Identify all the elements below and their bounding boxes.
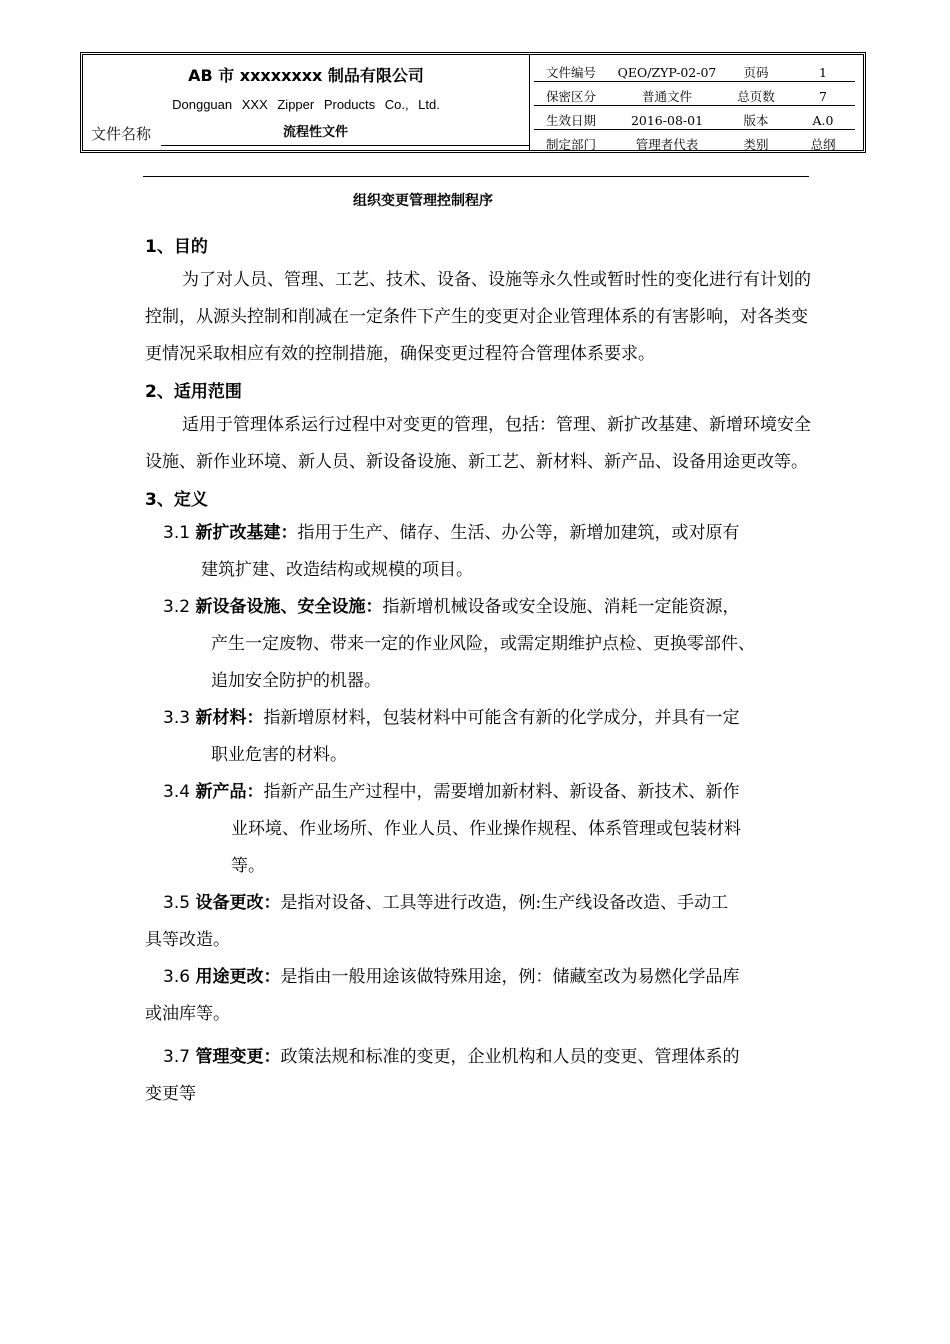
definition-text: 指用于生产、储存、生活、办公等，新增加建筑，或对原有 [297,523,740,543]
definition-number: 3.1 [163,523,191,543]
section-heading-purpose: 1、目的 [145,237,208,257]
definition-term: 用途更改： [195,967,281,987]
definition-item [145,1039,815,1113]
definition-term: 设备更改： [195,893,281,913]
meta-table [530,60,863,156]
meta-value: 总纲 [810,137,836,152]
document-body [145,232,815,1113]
definition-number: 3.5 [163,893,191,913]
meta-row [530,132,863,156]
definition-term: 新材料： [195,708,264,728]
document-title: 组织变更管理控制程序 [353,193,493,209]
meta-label: 制定部门 [545,137,596,152]
definition-item [145,959,815,1033]
definition-text: 变更等 [145,1084,196,1104]
definition-term: 新设备设施、安全设施： [195,597,383,617]
definition-text: 政策法规和标准的变更，企业机构和人员的变更、管理体系的 [280,1047,740,1067]
meta-label: 文件编号 [545,65,596,80]
definition-text: 产生一定废物、带来一定的作业风险，或需定期维护点检、更换零部件、 [211,634,755,654]
meta-row [530,60,863,84]
definition-text: 指新增机械设备或安全设施、消耗一定能资源， [382,597,740,617]
definition-term: 新扩改基建： [195,523,298,543]
definition-number: 3.2 [163,597,191,617]
definition-item [145,700,815,774]
meta-value: A.0 [812,112,834,128]
meta-value: 管理者代表 [635,137,699,152]
definition-number: 3.7 [163,1047,191,1067]
definition-term: 管理变更： [195,1047,281,1067]
file-name-label: 文件名称 [91,125,152,143]
meta-label: 版本 [743,113,769,128]
meta-label: 总页数 [737,89,775,104]
section-heading-definitions: 3、定义 [145,490,208,510]
definition-item [145,885,815,959]
meta-value: 普通文件 [641,89,692,104]
definition-text: 业环境、作业场所、作业人员、作业操作规程、体系管理或包装材料 [231,819,741,839]
definition-text: 是指对设备、工具等进行改造，例:生产线设备改造、手动工 [280,893,729,913]
definition-text: 追加安全防护的机器。 [211,671,381,691]
section-text-scope: 适用于管理体系运行过程中对变更的管理，包括：管理、新扩改基建、新增环境安全设施、新作业环境、新人员、新设备设施、新工艺、新材料、新产品、设备用途更改等。 [145,415,811,472]
section-text-purpose: 为了对人员、管理、工艺、技术、设备、设施等永久性或暂时性的变化进行有计划的控制，从源头控制和削减在一定条件下产生的变更对企业管理体系的有害影响，对各类变更情况采取相应有效的控制措施，确保变更过程符合管理体系要求。 [145,270,811,364]
title-rule [143,176,809,177]
meta-value: 1 [819,64,827,80]
company-name-en: Dongguan XXX Zipper Products Co., Ltd. [172,97,440,112]
definition-text: 指新产品生产过程中，需要增加新材料、新设备、新技术、新作 [263,782,740,802]
definition-text: 职业危害的材料。 [211,745,347,765]
doc-type: 流程性文件 [283,125,349,140]
document-header [80,52,866,153]
definition-text: 指新增原材料，包装材料中可能含有新的化学成分，并具有一定 [263,708,740,728]
definition-item [145,774,815,885]
meta-label: 类别 [743,137,769,152]
definition-number: 3.4 [163,782,191,802]
company-name-cn: AB 市 xxxxxxxx 制品有限公司 [188,66,424,85]
meta-label: 页码 [743,65,769,80]
meta-label: 保密区分 [545,89,596,104]
file-name-underline [161,145,529,146]
meta-value: 2016-08-01 [630,112,704,128]
meta-value: 7 [819,88,827,104]
meta-row [530,108,863,132]
definition-text: 具等改造。 [145,930,230,950]
definition-term: 新产品： [195,782,264,802]
definition-item [145,515,815,589]
definition-text: 等。 [231,856,265,876]
meta-row [530,84,863,108]
definition-item [145,589,815,700]
definition-number: 3.3 [163,708,191,728]
definition-text: 或油库等。 [145,1004,230,1024]
definition-text: 建筑扩建、改造结构或规模的项目。 [201,560,473,580]
definition-text: 是指由一般用途该做特殊用途，例：储藏室改为易燃化学品库 [280,967,740,987]
meta-value: QEO/ZYP-02-07 [617,64,717,80]
meta-label: 生效日期 [545,113,596,128]
definition-number: 3.6 [163,967,191,987]
section-heading-scope: 2、适用范围 [145,382,242,402]
